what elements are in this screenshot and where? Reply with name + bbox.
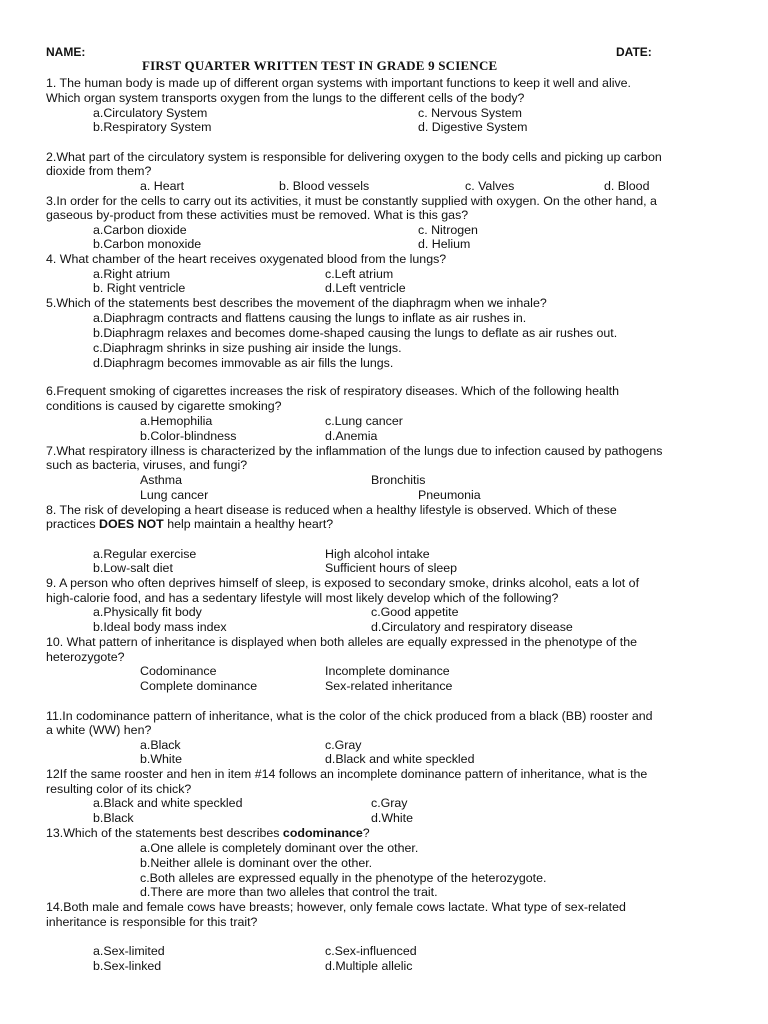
question-3-text: 3.In order for the cells to carry out its activities, it must be constantly supplied with oxygen. On the other hand, a [46,194,657,208]
question-11-option-d: d.Black and white speckled [325,752,475,766]
question-10-option-2: Incomplete dominance [325,664,450,678]
question-12-option-c: c.Gray [371,796,408,810]
question-14-text: 14.Both male and female cows have breasts; however, only female cows lactate. What type of sex-related [46,900,626,914]
question-14-option-b: b.Sex-linked [93,959,162,973]
question-12-text-cont: resulting color of its chick? [46,782,192,796]
question-12-option-b: b.Black [93,811,134,825]
question-5-option-d: d.Diaphragm becomes immovable as air fills the lungs. [93,356,394,370]
page-title: FIRST QUARTER WRITTEN TEST IN GRADE 9 SCIENCE [142,58,498,73]
question-1-option-a: a.Circulatory System [93,106,208,120]
question-6-text-cont: conditions is caused by cigarette smoking? [46,399,282,413]
question-3-option-d: d. Helium [418,237,471,251]
question-1-text: 1. The human body is made up of different organ systems with important functions to keep it well and alive. [46,76,631,90]
question-5-option-b: b.Diaphragm relaxes and becomes dome-shaped causing the lungs to deflate as air rushes out. [93,326,618,340]
question-3-text-cont: gaseous by-product from these activities must be removed. What is this gas? [46,208,469,222]
question-7-option-3: Lung cancer [140,488,209,502]
question-8-text-cont [46,517,333,531]
question-14-option-d: d.Multiple allelic [325,959,413,973]
question-8-text-pre: practices [46,517,100,531]
question-11-text-cont: a white (WW) hen? [46,723,152,737]
question-12-option-a: a.Black and white speckled [93,796,243,810]
question-2-option-d: d. Blood [604,179,650,193]
question-13-text-pre: 13.Which of the statements best describes [46,826,283,840]
question-8-option-2: High alcohol intake [325,547,430,561]
question-8-option-a: a.Regular exercise [93,547,197,561]
question-10-option-1: Codominance [140,664,217,678]
question-2-option-c: c. Valves [465,179,515,193]
question-13-text [46,826,370,840]
question-11-option-a: a.Black [140,738,181,752]
question-6-option-a: a.Hemophilia [140,414,213,428]
question-7-text: 7.What respiratory illness is characterized by the inflammation of the lungs due to infection caused by pathogens [46,444,663,458]
question-2-option-b: b. Blood vessels [279,179,370,193]
question-7-option-4: Pneumonia [418,488,481,502]
question-1-option-d: d. Digestive System [418,120,528,134]
question-5-option-c: c.Diaphragm shrinks in size pushing air inside the lungs. [93,341,402,355]
question-6-option-c: c.Lung cancer [325,414,403,428]
question-2-text-cont: dioxide from them? [46,164,152,178]
question-13-option-c: c.Both alleles are expressed equally in the phenotype of the heterozygote. [140,871,547,885]
question-12-option-d: d.White [371,811,414,825]
question-9-option-c: c.Good appetite [371,605,459,619]
question-10-option-4: Sex-related inheritance [325,679,453,693]
question-7-option-2: Bronchitis [371,473,426,487]
question-7-option-1: Asthma [140,473,183,487]
question-5-option-a: a.Diaphragm contracts and flattens causing the lungs to inflate as air rushes in. [93,311,527,325]
question-4-option-d: d.Left ventricle [325,281,406,295]
question-10-option-3: Complete dominance [140,679,258,693]
question-3-option-b: b.Carbon monoxide [93,237,202,251]
question-4-option-a: a.Right atrium [93,267,171,281]
question-9-option-d: d.Circulatory and respiratory disease [371,620,573,634]
question-8-text: 8. The risk of developing a heart disease is reduced when a healthy lifestyle is observed. Which of these [46,503,617,517]
question-14-option-c: c.Sex-influenced [325,944,417,958]
question-11-option-c: c.Gray [325,738,362,752]
question-1-text-cont: Which organ system transports oxygen from the lungs to the different cells of the body? [46,91,525,105]
question-12-text: 12If the same rooster and hen in item #14 follows an incomplete dominance pattern of inheritance, what is the [46,767,648,781]
date-label: DATE: [616,45,652,59]
question-9-text: 9. A person who often deprives himself of sleep, is exposed to secondary smoke, drinks alcohol, eats a lot of [46,576,640,590]
question-4-option-c: c.Left atrium [325,267,394,281]
question-14-option-a: a.Sex-limited [93,944,165,958]
question-2-text: 2.What part of the circulatory system is responsible for delivering oxygen to the body cells and picking up carbon [46,150,662,164]
question-11-text: 11.In codominance pattern of inheritance, what is the color of the chick produced from a black (BB) rooster and [46,709,653,723]
question-1-option-c: c. Nervous System [418,106,522,120]
question-8-option-4: Sufficient hours of sleep [325,561,458,575]
question-8-text-post: help maintain a healthy heart? [163,517,334,531]
question-13-option-d: d.There are more than two alleles that control the trait. [140,885,438,899]
question-9-option-a: a.Physically fit body [93,605,202,619]
question-4-text: 4. What chamber of the heart receives oxygenated blood from the lungs? [46,252,447,266]
question-13-text-post: ? [362,826,370,840]
question-2-option-a: a. Heart [140,179,185,193]
question-13-option-b: b.Neither allele is dominant over the other. [140,856,373,870]
question-9-option-b: b.Ideal body mass index [93,620,227,634]
question-13-emphasis: codominance [282,826,363,840]
question-6-text: 6.Frequent smoking of cigarettes increases the risk of respiratory diseases. Which of the following health [46,384,620,398]
question-13-option-a: a.One allele is completely dominant over the other. [140,841,419,855]
question-11-option-b: b.White [140,752,183,766]
question-6-option-d: d.Anemia [325,429,378,443]
question-3-option-a: a.Carbon dioxide [93,223,187,237]
question-5-text: 5.Which of the statements best describes the movement of the diaphragm when we inhale? [46,296,547,310]
question-4-option-b: b. Right ventricle [93,281,186,295]
question-10-text: 10. What pattern of inheritance is displayed when both alleles are equally expressed in the phenotype of the [46,635,637,649]
question-10-text-cont: heterozygote? [46,650,125,664]
question-6-option-b: b.Color-blindness [140,429,237,443]
question-7-text-cont: such as bacteria, viruses, and fungi? [46,458,248,472]
question-8-emphasis: DOES NOT [99,517,164,531]
question-1-option-b: b.Respiratory System [93,120,212,134]
name-label: NAME: [46,45,86,59]
question-14-text-cont: inheritance is responsible for this trait? [46,915,258,929]
question-3-option-c: c. Nitrogen [418,223,478,237]
question-8-option-b: b.Low-salt diet [93,561,173,575]
question-9-text-cont: high-calorie food, and has a sedentary lifestyle will most likely develop which of the following? [46,591,559,605]
